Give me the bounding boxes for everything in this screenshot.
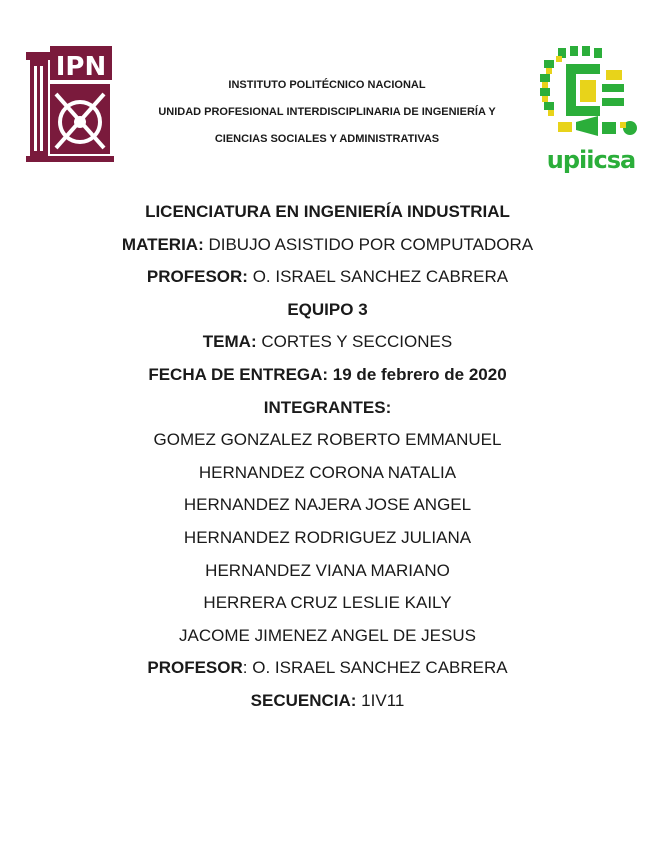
integrante-name: JACOME JIMENEZ ANGEL DE JESUS xyxy=(179,625,476,645)
integrante-name: HERNANDEZ VIANA MARIANO xyxy=(205,560,450,580)
integrante-name: HERNANDEZ RODRIGUEZ JULIANA xyxy=(183,527,472,547)
tema-line xyxy=(0,326,655,359)
upiicsa-logo-text: upiicsa xyxy=(546,146,636,174)
profesor-line xyxy=(0,261,655,294)
profesor2-label: PROFESOR xyxy=(147,658,243,678)
integrante-name: HERNANDEZ CORONA NATALIA xyxy=(198,462,457,482)
profesor-label: PROFESOR: xyxy=(146,267,248,287)
integrante-name: GOMEZ GONZALEZ ROBERTO EMMANUEL xyxy=(153,430,502,450)
secuencia-label: SECUENCIA: xyxy=(250,690,357,710)
career-title: LICENCIATURA EN INGENIERÍA INDUSTRIAL xyxy=(145,202,510,221)
ipn-logo-graphic xyxy=(26,44,116,164)
ipn-logo-text: IPN xyxy=(55,52,107,82)
integrante-name: HERRERA CRUZ LESLIE KAILY xyxy=(203,593,452,613)
materia-line xyxy=(0,229,655,262)
materia-label: MATERIA: xyxy=(121,234,204,254)
header-unit-line2: CIENCIAS SOCIALES Y ADMINISTRATIVAS xyxy=(214,133,440,145)
integrantes-label: INTEGRANTES: xyxy=(263,397,392,417)
ipn-logo xyxy=(26,44,116,164)
fecha-line: FECHA DE ENTREGA: 19 de febrero de 2020 xyxy=(148,364,507,384)
tema-value: CORTES Y SECCIONES xyxy=(256,332,453,352)
institution-header xyxy=(120,72,534,153)
integrante-name: HERNANDEZ NAJERA JOSE ANGEL xyxy=(183,495,472,515)
upiicsa-logo-graphic xyxy=(536,44,646,144)
materia-value: DIBUJO ASISTIDO POR COMPUTADORA xyxy=(203,234,534,254)
cover-details xyxy=(0,196,655,718)
header-unit-line1: UNIDAD PROFESIONAL INTERDISCIPLINARIA DE INGENIERÍA Y xyxy=(158,106,496,118)
tema-label: TEMA: xyxy=(202,332,257,352)
secuencia-line xyxy=(0,685,655,718)
secuencia-value: 1IV11 xyxy=(356,690,405,710)
header-institute: INSTITUTO POLITÉCNICO NACIONAL xyxy=(228,79,426,91)
equipo-line: EQUIPO 3 xyxy=(287,299,368,319)
upiicsa-logo xyxy=(536,44,646,174)
profesor2-value: : O. ISRAEL SANCHEZ CABRERA xyxy=(242,658,508,678)
profesor-line-2 xyxy=(0,652,655,685)
profesor-value: O. ISRAEL SANCHEZ CABRERA xyxy=(247,267,509,287)
